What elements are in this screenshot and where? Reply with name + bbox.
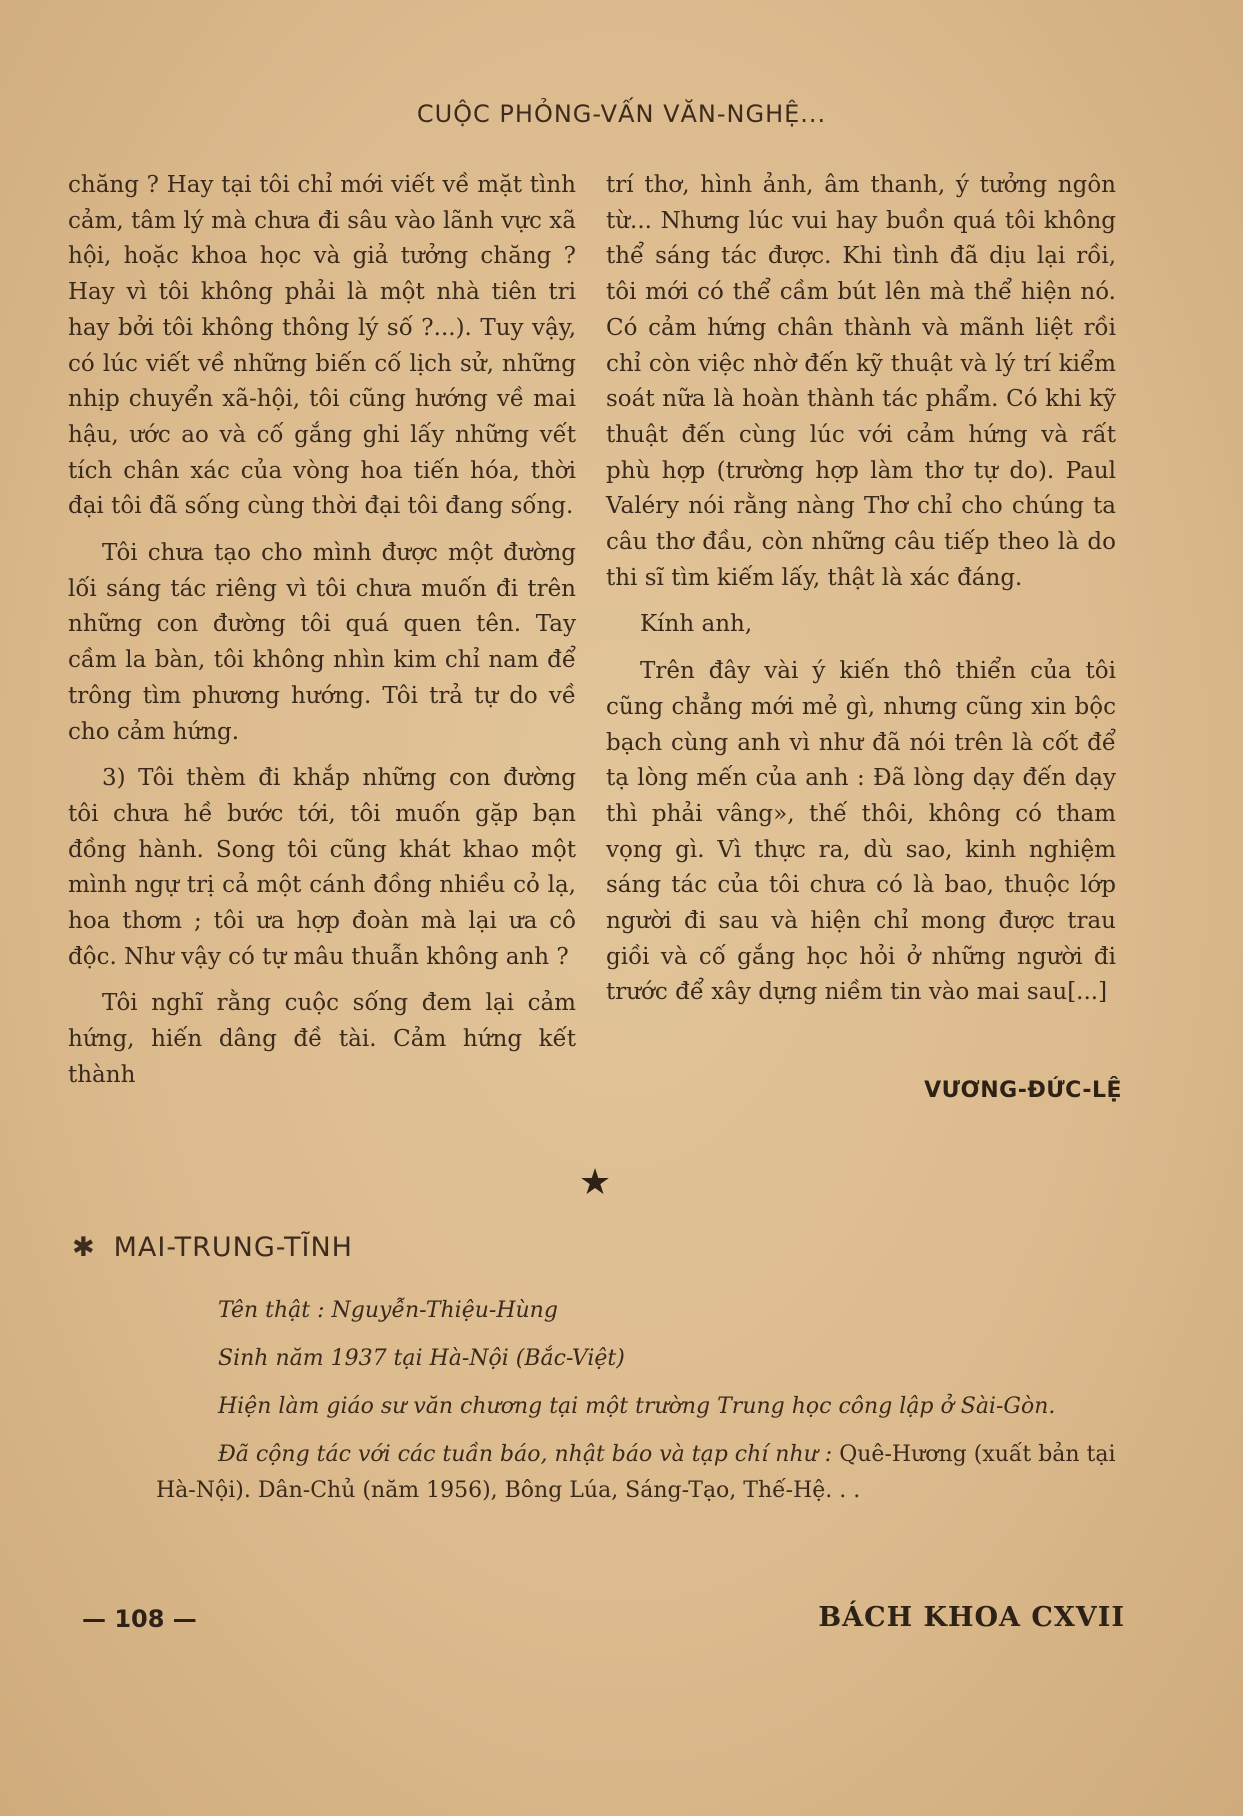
bio-collaboration	[156, 1437, 1118, 1509]
paragraph: trí thơ, hình ảnh, âm thanh, ý tưởng ngôn từ... Nhưng lúc vui hay buồn quá tôi không thể sáng tác được. Khi tình đã dịu lại rồi, tôi mới có thể cầm bút lên mà thể hiện nó. Có cảm hứng chân thành và mãnh liệt rồi chỉ còn việc nhờ đến kỹ thuật và lý trí kiểm soát nữa là hoàn thành tác phẩm. Có khi kỹ thuật đến cùng lúc với cảm hứng và rất phù hợp (trường hợp làm thơ tự do). Paul Valéry nói rằng nàng Thơ chỉ cho chúng ta câu thơ đầu, còn những câu tiếp theo là do thi sĩ tìm kiếm lấy, thật là xác đáng.	[606, 172, 1116, 591]
author-name: MAI-TRUNG-TĨNH	[113, 1232, 353, 1263]
page-number: — 108 —	[82, 1605, 197, 1633]
collab-list: Quê-Hương (xuất bản tại Hà-Nội). Dân-Chủ (năm 1956), Bông Lúa, Sáng-Tạo, Thế-Hệ. . .	[156, 1442, 1116, 1503]
asterisk-icon: ✱	[72, 1232, 96, 1263]
running-title: CUỘC PHỎNG-VẤN VĂN-NGHỆ...	[416, 100, 827, 128]
bio-real-name	[218, 1293, 1118, 1329]
bio-born: Sinh năm 1937 tại Hà-Nội (Bắc-Việt)	[218, 1346, 625, 1371]
real-name-label: Tên thật :	[218, 1298, 325, 1323]
paragraph: 3) Tôi thèm đi khắp những con đường tôi chưa hề bước tới, tôi muốn gặp bạn đồng hành. Song tôi cũng khát khao một mình ngự trị cả một cánh đồng nhiều cỏ lạ, hoa thơm ; tôi ưa hợp đoàn mà lại ưa cô độc. Như vậy có tự mâu thuẫn không anh ?	[68, 765, 576, 970]
left-column	[68, 168, 576, 1105]
collab-intro: Đã cộng tác với các tuần báo, nhật báo và tạp chí như :	[218, 1442, 833, 1467]
real-name-value: Nguyễn-Thiệu-Hùng	[331, 1298, 558, 1323]
salutation: Kính anh,	[640, 611, 753, 638]
paragraph: chăng ? Hay tại tôi chỉ mới viết về mặt tình cảm, tâm lý mà chưa đi sâu vào lãnh vực xã hội, hoặc khoa học và giả tưởng chăng ? Hay vì tôi không phải là một nhà tiên tri hay bởi tôi không thông lý số ?...). Tuy vậy, có lúc viết về những biến cố lịch sử, những nhịp chuyển xã-hội, tôi cũng hướng về mai hậu, ước ao và cố gắng ghi lấy những vết tích chân xác của vòng hoa tiến hóa, thời đại tôi đã sống cùng thời đại tôi đang sống.	[68, 172, 576, 520]
signature: VƯƠNG-ĐỨC-LỆ	[924, 1078, 1122, 1103]
star-separator-icon: ★	[578, 1162, 612, 1203]
author-bio	[156, 1293, 1118, 1521]
right-column	[606, 168, 1116, 1022]
bio-occupation: Hiện làm giáo sư văn chương tại một trường Trung học công lập ở Sài-Gòn.	[218, 1394, 1056, 1419]
author-heading	[72, 1232, 353, 1263]
paragraph: Trên đây vài ý kiến thô thiển của tôi cũng chẳng mới mẻ gì, nhưng cũng xin bộc bạch cùng anh vì như đã nói trên là cốt để tạ lòng mến của anh : Đã lòng dạy đến dạy thì phải vâng», thế thôi, không có tham vọng gì. Vì thực ra, dù sao, kinh nghiệm sáng tác của tôi chưa có là bao, thuộc lớp người đi sau và hiện chỉ mong được trau giồi và cố gắng học hỏi ở những người đi trước để xây dựng niềm tin vào mai sau[...]	[606, 658, 1116, 1006]
publication-title: BÁCH KHOA CXVII	[818, 1602, 1125, 1633]
paragraph: Tôi nghĩ rằng cuộc sống đem lại cảm hứng, hiến dâng đề tài. Cảm hứng kết thành	[68, 990, 576, 1088]
paragraph: Tôi chưa tạo cho mình được một đường lối sáng tác riêng vì tôi chưa muốn đi trên những con đường tôi quá quen tên. Tay cầm la bàn, tôi không nhìn kim chỉ nam để trông tìm phương hướng. Tôi trả tự do về cho cảm hứng.	[68, 540, 576, 745]
